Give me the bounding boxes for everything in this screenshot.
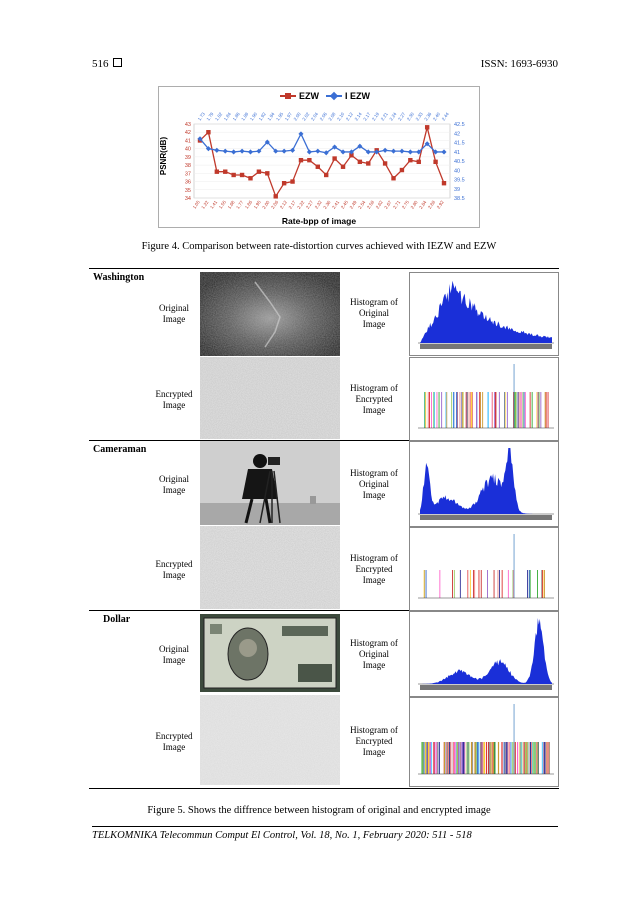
hist-bar bbox=[454, 570, 455, 598]
hist-peak bbox=[514, 534, 515, 598]
hist-bar bbox=[508, 570, 509, 598]
hist-bar bbox=[431, 742, 432, 774]
hist-bar bbox=[430, 742, 431, 774]
hist-bar bbox=[490, 742, 491, 774]
hist-bar bbox=[450, 742, 451, 774]
washington-histogram-original bbox=[409, 272, 559, 356]
hist-bar bbox=[446, 392, 447, 428]
x-tick-bottom: 2.62 bbox=[374, 199, 384, 210]
x-tick-bottom: 2.49 bbox=[348, 199, 358, 210]
data-point-ezw bbox=[257, 169, 261, 173]
hist-bar bbox=[437, 392, 438, 428]
hist-bar bbox=[467, 570, 468, 598]
hist-bar bbox=[502, 570, 503, 598]
page-number: 516 bbox=[92, 58, 122, 70]
data-point-ezw bbox=[206, 130, 210, 134]
x-tick-top: 2.00 bbox=[292, 111, 302, 122]
hist-bar bbox=[530, 570, 531, 598]
y-tick-right: 39.5 bbox=[454, 177, 465, 184]
data-point-ezw bbox=[400, 168, 404, 172]
chart-xlabel: Rate-bpp of image bbox=[281, 216, 357, 226]
x-tick-top: 1.82 bbox=[214, 111, 224, 122]
hist-bar bbox=[472, 392, 473, 428]
histogram-encrypted-label: Histogram of Encrypted Image bbox=[350, 553, 398, 585]
hist-bar bbox=[525, 742, 526, 774]
y-tick-right: 40.5 bbox=[454, 159, 465, 165]
hist-bar bbox=[501, 742, 502, 774]
data-point-ezw bbox=[442, 181, 446, 185]
hist-bar bbox=[518, 392, 519, 428]
x-tick-bottom: 2.12 bbox=[278, 199, 288, 210]
hist-bar bbox=[542, 570, 543, 598]
hist-bar bbox=[506, 742, 507, 774]
x-tick-bottom: 2.92 bbox=[435, 199, 445, 210]
hist-bar bbox=[431, 392, 432, 428]
x-tick-top: 1.97 bbox=[283, 111, 293, 122]
hist-bar bbox=[527, 742, 528, 774]
hist-bar bbox=[508, 742, 509, 774]
hist-bar bbox=[453, 392, 454, 428]
x-tick-bottom: 2.88 bbox=[426, 199, 437, 210]
hist-bar bbox=[512, 742, 513, 774]
hist-bar bbox=[536, 742, 537, 774]
hist-bar bbox=[471, 742, 472, 774]
issn: ISSN: 1693-6930 bbox=[480, 58, 558, 70]
data-point-ezw bbox=[223, 169, 227, 173]
hist-bar bbox=[494, 570, 495, 598]
square-glyph-icon bbox=[113, 58, 122, 67]
hist-bars bbox=[420, 618, 552, 684]
data-point-ezw bbox=[341, 165, 345, 169]
hist-bar bbox=[479, 392, 480, 428]
hist-bar bbox=[487, 570, 488, 598]
x-tick-bottom: 2.75 bbox=[400, 199, 410, 210]
hist-bar bbox=[505, 742, 506, 774]
x-tick-bottom: 2.00 bbox=[261, 199, 271, 210]
hist-bar bbox=[517, 742, 518, 774]
hist-bar bbox=[476, 742, 477, 774]
data-point-ezw bbox=[274, 194, 278, 198]
cameraman-histogram-encrypted bbox=[409, 527, 559, 611]
washington-original-image bbox=[200, 272, 340, 356]
cameraman-encrypted-image bbox=[200, 526, 340, 609]
hist-bar bbox=[545, 392, 546, 428]
data-point-ezw bbox=[408, 158, 412, 162]
data-point-ezw bbox=[307, 158, 311, 162]
hist-bar bbox=[456, 392, 457, 428]
data-point-ezw bbox=[324, 173, 328, 177]
data-point-ezw bbox=[215, 169, 219, 173]
hist-bar bbox=[540, 392, 541, 428]
data-point-ezw bbox=[391, 176, 395, 180]
hist-bar bbox=[452, 570, 453, 598]
hist-bar bbox=[488, 392, 489, 428]
cameraman-histogram-original bbox=[409, 441, 559, 527]
encrypted-image-label: Encrypted Image bbox=[155, 389, 193, 410]
hist-bar bbox=[534, 742, 535, 774]
section-title-cameraman: Cameraman bbox=[93, 444, 147, 455]
hist-bar bbox=[476, 392, 477, 428]
data-point-ezw bbox=[299, 158, 303, 162]
hist-bar bbox=[454, 742, 455, 774]
hist-bar bbox=[439, 742, 440, 774]
hist-bar bbox=[462, 392, 463, 428]
hist-bar bbox=[521, 392, 522, 428]
washington-encrypted-image bbox=[200, 357, 340, 439]
x-tick-top: 1.90 bbox=[249, 111, 259, 122]
hist-bar bbox=[478, 742, 479, 774]
y-tick-right: 38.5 bbox=[454, 196, 465, 202]
hist-bar bbox=[486, 742, 487, 774]
hist-bar bbox=[530, 392, 531, 428]
rate-distortion-chart bbox=[158, 86, 480, 228]
hist-bar bbox=[479, 570, 480, 598]
hist-bar bbox=[547, 742, 548, 774]
hist-bar bbox=[439, 570, 440, 598]
encrypted-image-label: Encrypted Image bbox=[155, 559, 193, 580]
histogram-comparison-table bbox=[89, 268, 559, 789]
x-tick-top: 1.86 bbox=[231, 111, 241, 122]
y-tick-left: 41 bbox=[184, 138, 191, 145]
x-tick-top: 1.94 bbox=[266, 111, 276, 122]
hist-bar bbox=[444, 742, 445, 774]
y-tick-left: 42 bbox=[184, 130, 191, 137]
hist-bar bbox=[437, 742, 438, 774]
hist-bar bbox=[453, 742, 454, 774]
hist-bar bbox=[532, 392, 533, 428]
hist-bar bbox=[466, 392, 467, 428]
x-tick-top: 2.10 bbox=[336, 111, 346, 122]
y-tick-left: 43 bbox=[184, 122, 191, 128]
hist-bar bbox=[530, 742, 531, 774]
x-tick-top: 2.06 bbox=[318, 111, 328, 122]
hist-bar bbox=[510, 742, 511, 774]
hist-bar bbox=[474, 742, 475, 774]
hist-peak bbox=[514, 364, 515, 428]
hist-bar bbox=[544, 570, 545, 598]
x-tick-top: 2.36 bbox=[423, 111, 433, 122]
section-title-dollar: Dollar bbox=[103, 614, 131, 625]
hist-bar bbox=[482, 392, 483, 428]
legend-label-iezw: I EZW bbox=[345, 91, 370, 101]
hist-bar bbox=[474, 570, 475, 598]
data-point-ezw bbox=[366, 161, 370, 165]
hist-bar bbox=[460, 742, 461, 774]
dollar-histogram-encrypted bbox=[409, 697, 559, 787]
histogram-encrypted-label: Histogram of Encrypted Image bbox=[350, 725, 398, 757]
hist-bar bbox=[428, 742, 429, 774]
hist-bar bbox=[533, 742, 534, 774]
x-tick-top: 1.92 bbox=[257, 111, 267, 122]
x-tick-bottom: 2.27 bbox=[304, 199, 315, 210]
histogram-original-label: Histogram of Original Image bbox=[350, 297, 398, 329]
hist-bar bbox=[537, 392, 538, 428]
hist-bar bbox=[537, 570, 538, 598]
hist-bar bbox=[496, 392, 497, 428]
hist-bar bbox=[428, 392, 429, 428]
x-tick-top: 2.12 bbox=[344, 111, 354, 122]
hist-bar bbox=[545, 742, 546, 774]
x-tick-bottom: 2.67 bbox=[383, 199, 393, 210]
hist-bar bbox=[426, 742, 427, 774]
data-point-ezw bbox=[265, 171, 269, 175]
hist-bar bbox=[524, 392, 525, 428]
x-tick-top: 1.84 bbox=[222, 111, 232, 122]
hist-bar bbox=[538, 392, 539, 428]
hist-bar bbox=[434, 392, 435, 428]
x-tick-top: 2.44 bbox=[440, 111, 450, 122]
hist-gray-bar bbox=[420, 685, 552, 690]
hist-bar bbox=[525, 392, 526, 428]
x-tick-top: 2.02 bbox=[301, 111, 311, 122]
dollar-histogram-original bbox=[409, 611, 559, 697]
hist-gray-bar bbox=[420, 515, 552, 520]
hist-bar bbox=[498, 742, 499, 774]
y-tick-right: 42.5 bbox=[454, 122, 465, 128]
x-tick-bottom: 2.84 bbox=[418, 199, 428, 210]
x-tick-top: 2.14 bbox=[353, 111, 363, 122]
x-tick-top: 1.89 bbox=[240, 111, 250, 122]
data-point-ezw bbox=[316, 165, 320, 169]
data-point-ezw bbox=[332, 156, 336, 160]
y-tick-right: 39 bbox=[454, 186, 461, 193]
chart-ylabel: PSNR(dB) bbox=[159, 136, 168, 176]
data-point-ezw bbox=[358, 160, 362, 164]
x-tick-top: 2.19 bbox=[371, 111, 381, 122]
x-tick-bottom: 2.80 bbox=[409, 199, 419, 210]
data-point-ezw bbox=[290, 179, 294, 183]
x-tick-bottom: 1.41 bbox=[209, 199, 219, 210]
hist-bar bbox=[425, 392, 426, 428]
hist-bar bbox=[471, 392, 472, 428]
x-tick-top: 2.21 bbox=[379, 111, 389, 122]
hist-bar bbox=[468, 742, 469, 774]
hist-bar bbox=[446, 742, 447, 774]
hist-bar bbox=[493, 742, 494, 774]
encrypted-image-label: Encrypted Image bbox=[155, 731, 193, 752]
hist-bar bbox=[469, 392, 470, 428]
hist-bar bbox=[522, 392, 523, 428]
hist-bar bbox=[519, 392, 520, 428]
hist-bar bbox=[458, 742, 459, 774]
hist-peak bbox=[514, 704, 515, 774]
x-tick-top: 1.95 bbox=[275, 111, 285, 122]
hist-bar bbox=[473, 570, 474, 598]
x-tick-bottom: 2.58 bbox=[365, 199, 376, 210]
x-tick-bottom: 2.06 bbox=[270, 199, 280, 210]
hist-bar bbox=[436, 742, 437, 774]
hist-bar bbox=[448, 742, 449, 774]
y-tick-right: 41 bbox=[454, 149, 461, 156]
x-tick-bottom: 1.68 bbox=[226, 199, 236, 210]
hist-bar bbox=[470, 392, 471, 428]
data-point-ezw bbox=[248, 176, 252, 180]
data-point-ezw bbox=[231, 173, 235, 177]
y-tick-left: 36 bbox=[184, 179, 191, 186]
y-tick-left: 38 bbox=[184, 163, 191, 170]
y-tick-left: 40 bbox=[184, 146, 191, 153]
histogram-original-label: Histogram of Original Image bbox=[350, 468, 398, 500]
hist-bar bbox=[424, 570, 425, 598]
hist-bar bbox=[426, 570, 427, 598]
y-tick-right: 41.5 bbox=[454, 140, 465, 147]
original-image-label: Original Image bbox=[159, 644, 189, 665]
hist-bar bbox=[548, 392, 549, 428]
figure-4-caption: Figure 4. Comparison between rate-distortion curves achieved with IEZW and EZW bbox=[141, 241, 497, 252]
hist-bar bbox=[505, 392, 506, 428]
hist-bar bbox=[457, 742, 458, 774]
y-tick-right: 40 bbox=[454, 168, 461, 175]
hist-bar bbox=[546, 392, 547, 428]
hist-bar bbox=[527, 570, 528, 598]
hist-bar bbox=[499, 570, 500, 598]
x-tick-bottom: 1.95 bbox=[252, 199, 262, 210]
section-title-washington: Washington bbox=[93, 272, 145, 283]
data-point-ezw bbox=[383, 161, 387, 165]
journal-footer: TELKOMNIKA Telecommun Comput El Control, Vol. 18, No. 1, February 2020: 511 - 518 bbox=[92, 830, 472, 841]
x-tick-bottom: 2.36 bbox=[322, 199, 332, 210]
hist-bar bbox=[516, 392, 517, 428]
cameraman-original-image bbox=[200, 441, 340, 525]
x-tick-bottom: 1.22 bbox=[200, 199, 210, 210]
x-tick-bottom: 2.54 bbox=[357, 199, 367, 210]
x-tick-top: 2.17 bbox=[362, 111, 372, 122]
x-tick-bottom: 1.86 bbox=[243, 199, 254, 210]
x-tick-bottom: 2.41 bbox=[331, 199, 341, 210]
x-tick-bottom: 2.17 bbox=[287, 199, 297, 210]
hist-bar bbox=[499, 392, 500, 428]
hist-bar bbox=[470, 570, 471, 598]
original-image-label: Original Image bbox=[159, 474, 189, 495]
legend-label-ezw: EZW bbox=[299, 91, 319, 101]
y-tick-left: 34 bbox=[184, 196, 191, 202]
x-tick-top: 2.30 bbox=[405, 111, 415, 122]
hist-bar bbox=[441, 392, 442, 428]
x-tick-bottom: 1.55 bbox=[217, 199, 227, 210]
hist-bar bbox=[524, 742, 525, 774]
y-tick-left: 39 bbox=[184, 154, 191, 161]
data-point-ezw bbox=[425, 125, 429, 129]
x-tick-bottom: 1.77 bbox=[235, 199, 245, 210]
hist-bar bbox=[542, 742, 543, 774]
hist-bar bbox=[467, 392, 468, 428]
footer-divider bbox=[92, 826, 558, 827]
y-tick-left: 35 bbox=[184, 187, 191, 194]
x-tick-bottom: 2.71 bbox=[392, 199, 402, 210]
x-tick-bottom: 2.45 bbox=[339, 199, 349, 210]
data-point-ezw bbox=[282, 181, 286, 185]
x-tick-top: 2.08 bbox=[327, 111, 337, 122]
hist-bar bbox=[544, 742, 545, 774]
hist-bar bbox=[521, 742, 522, 774]
hist-bar bbox=[529, 570, 530, 598]
y-tick-left: 37 bbox=[184, 171, 191, 178]
x-tick-top: 2.24 bbox=[388, 111, 398, 122]
histogram-encrypted-label: Histogram of Encrypted Image bbox=[350, 383, 398, 415]
dollar-original-image bbox=[200, 614, 340, 692]
data-point-ezw bbox=[240, 173, 244, 177]
hist-bars bbox=[420, 281, 552, 343]
hist-bar bbox=[445, 392, 446, 428]
hist-bar bbox=[494, 742, 495, 774]
hist-bar bbox=[548, 742, 549, 774]
hist-bar bbox=[481, 742, 482, 774]
hist-bar bbox=[460, 392, 461, 428]
x-tick-bottom: 2.22 bbox=[296, 199, 306, 210]
hist-bar bbox=[498, 570, 499, 598]
x-tick-bottom: 1.05 bbox=[191, 199, 201, 210]
hist-bar bbox=[537, 742, 538, 774]
hist-bar bbox=[439, 392, 440, 428]
hist-bar bbox=[451, 392, 452, 428]
x-tick-top: 2.40 bbox=[432, 111, 442, 122]
x-tick-top: 1.79 bbox=[205, 111, 215, 122]
x-tick-top: 2.33 bbox=[414, 111, 424, 122]
dollar-encrypted-image bbox=[200, 695, 340, 785]
hist-bar bbox=[462, 392, 463, 428]
histogram-original-label: Histogram of Original Image bbox=[350, 638, 398, 670]
hist-bar bbox=[466, 742, 467, 774]
hist-gray-bar bbox=[420, 344, 552, 349]
hist-bar bbox=[463, 742, 464, 774]
hist-bar bbox=[483, 742, 484, 774]
x-tick-bottom: 2.32 bbox=[313, 199, 323, 210]
hist-bar bbox=[422, 742, 423, 774]
hist-bars bbox=[420, 448, 552, 514]
hist-bar bbox=[489, 742, 490, 774]
hist-bar bbox=[539, 392, 540, 428]
hist-bar bbox=[433, 742, 434, 774]
washington-histogram-encrypted bbox=[409, 357, 559, 441]
hist-bar bbox=[429, 392, 430, 428]
hist-bar bbox=[492, 392, 493, 428]
legend-marker-ezw bbox=[285, 93, 291, 99]
hist-bar bbox=[541, 570, 542, 598]
original-image-label: Original Image bbox=[159, 303, 189, 324]
hist-bar bbox=[507, 392, 508, 428]
hist-bar bbox=[494, 392, 495, 428]
data-point-ezw bbox=[433, 160, 437, 164]
hist-bar bbox=[480, 392, 481, 428]
data-point-ezw bbox=[417, 160, 421, 164]
hist-bar bbox=[460, 570, 461, 598]
x-tick-top: 2.27 bbox=[397, 111, 407, 122]
figure-5-caption: Figure 5. Shows the diffrence between histogram of original and encrypted image bbox=[147, 805, 491, 816]
x-tick-top: 2.04 bbox=[310, 111, 320, 122]
hist-bar bbox=[481, 570, 482, 598]
hist-bar bbox=[449, 742, 450, 774]
x-tick-top: 1.73 bbox=[196, 111, 206, 122]
y-tick-right: 42 bbox=[454, 131, 461, 138]
